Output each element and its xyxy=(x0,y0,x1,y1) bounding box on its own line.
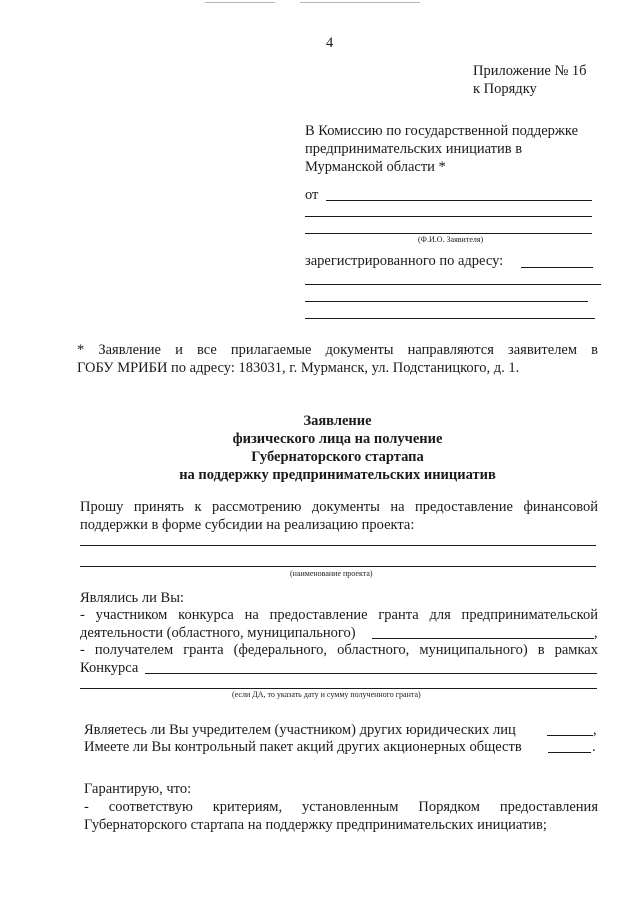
title-line-4: на поддержку предпринимательских инициатив xyxy=(179,467,496,483)
questions-heading: Являлись ли Вы: xyxy=(80,590,184,606)
from-fill-line-2[interactable] xyxy=(305,216,592,217)
title-line-3: Губернаторского стартапа xyxy=(251,449,424,465)
request-line-2: поддержки в форме субсидии на реализацию проекта: xyxy=(80,517,415,533)
guarantee-item-1-line-2: Губернаторского стартапа на поддержку предпринимательских инициатив; xyxy=(84,817,547,833)
question-3-comma: , xyxy=(593,722,597,738)
question-4-period: . xyxy=(592,739,596,755)
project-name-fill-line-2[interactable] xyxy=(80,566,596,567)
scan-mark xyxy=(300,2,420,3)
question-1-line-2: деятельности (областного, муниципального) xyxy=(80,625,356,641)
from-fill-line[interactable] xyxy=(326,200,592,201)
question-2-fill-line-2[interactable] xyxy=(80,688,597,689)
appendix-reference: к Порядку xyxy=(473,81,537,97)
fio-caption: (Ф.И.О. Заявителя) xyxy=(418,235,484,244)
from-fill-line-3[interactable] xyxy=(305,233,592,234)
title-line-2: физического лица на получение xyxy=(232,431,443,447)
project-name-fill-line[interactable] xyxy=(80,545,596,546)
question-1-line-1: - участником конкурса на предоставление гранта для предпринимательской xyxy=(80,607,598,623)
address-fill-line-4[interactable] xyxy=(305,318,595,319)
request-line-1: Прошу принять к рассмотрению документы на предоставление финансовой xyxy=(80,499,598,515)
address-fill-line[interactable] xyxy=(521,267,593,268)
guarantee-heading: Гарантирую, что: xyxy=(84,781,192,797)
question-4: Имеете ли Вы контрольный пакет акций других акционерных обществ xyxy=(84,739,522,755)
address-fill-line-3[interactable] xyxy=(305,301,588,302)
question-1-fill-line[interactable] xyxy=(372,638,594,639)
address-fill-line-2[interactable] xyxy=(305,284,601,285)
question-2-line-1: - получателем гранта (федерального, областного, муниципального) в рамках xyxy=(80,642,598,658)
question-4-fill-line[interactable] xyxy=(548,752,591,753)
question-2-line-2: Конкурса xyxy=(80,660,139,676)
question-3: Являетесь ли Вы учредителем (участником) других юридических лиц xyxy=(84,722,516,738)
project-name-caption: (наименование проекта) xyxy=(290,569,373,578)
title-line-1: Заявление xyxy=(303,413,372,429)
footnote-line-2: ГОБУ МРИБИ по адресу: 183031, г. Мурманск, ул. Подстаницкого, д. 1. xyxy=(77,360,520,376)
address-label: зарегистрированного по адресу: xyxy=(305,253,504,269)
question-3-fill-line[interactable] xyxy=(547,735,593,736)
question-2-fill-line[interactable] xyxy=(145,673,597,674)
guarantee-item-1-line-1: - соответствую критериям, установленным Порядком предоставления xyxy=(84,799,598,815)
addressee-line-1: В Комиссию по государственной поддержке xyxy=(305,123,579,139)
scan-mark xyxy=(205,2,275,3)
appendix-number: Приложение № 1б xyxy=(473,63,587,79)
addressee-line-2: предпринимательских инициатив в xyxy=(305,141,523,157)
from-label: от xyxy=(305,187,319,203)
footnote-line-1: * Заявление и все прилагаемые документы направляются заявителем в xyxy=(77,342,598,358)
question-1-comma: , xyxy=(594,625,598,641)
grant-caption: (если ДА, то указать дату и сумму полученного гранта) xyxy=(232,690,421,699)
addressee-line-3: Мурманской области * xyxy=(305,159,446,175)
page-number: 4 xyxy=(326,35,334,51)
